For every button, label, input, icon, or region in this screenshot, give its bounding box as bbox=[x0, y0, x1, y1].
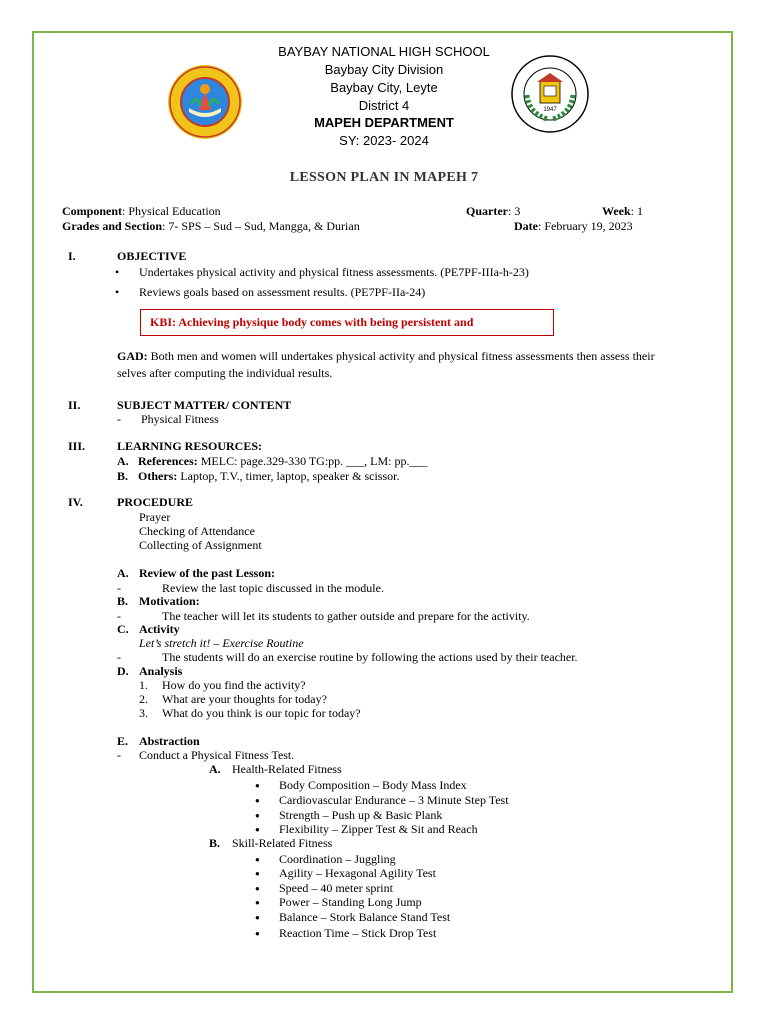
week-line: Week: 1 bbox=[602, 204, 644, 218]
motivation-heading: Motivation: bbox=[139, 594, 200, 608]
resources-heading: LEARNING RESOURCES: bbox=[117, 439, 263, 453]
dash: - bbox=[117, 650, 121, 664]
list-item: ● Balance – Stork Balance Stand Test bbox=[279, 910, 450, 925]
dash: - bbox=[117, 581, 121, 595]
dash: - bbox=[117, 412, 121, 426]
analysis-heading: Analysis bbox=[139, 664, 183, 678]
list-number: 2. bbox=[139, 692, 148, 706]
list-item: ● Power – Standing Long Jump bbox=[279, 895, 422, 910]
abstraction-text: Conduct a Physical Fitness Test. bbox=[139, 748, 295, 762]
list-item: ● Coordination – Juggling bbox=[279, 852, 396, 867]
activity-heading: Activity bbox=[139, 622, 180, 636]
prelim-item: Prayer bbox=[139, 510, 171, 524]
date-line: Date: February 19, 2023 bbox=[514, 219, 633, 233]
section-number: II. bbox=[68, 398, 81, 412]
list-item: ● Cardiovascular Endurance – 3 Minute Step Test bbox=[279, 793, 509, 808]
svg-text:1947: 1947 bbox=[543, 107, 557, 113]
list-number: 1. bbox=[139, 678, 148, 692]
item-letter: C. bbox=[117, 622, 129, 636]
section-number: IV. bbox=[68, 495, 83, 509]
item-letter: A. bbox=[117, 454, 129, 468]
item-letter: B. bbox=[117, 594, 129, 608]
item-letter: A. bbox=[209, 762, 221, 776]
prelim-item: Checking of Attendance bbox=[139, 524, 255, 538]
section-number: I. bbox=[68, 249, 76, 263]
list-item: • Undertakes physical activity and physical fitness assessments. (PE7PF-IIIa-h-23) bbox=[139, 265, 529, 280]
gad-line-2: selves after computing the individual results. bbox=[117, 366, 333, 380]
school-year: SY: 2023- 2024 bbox=[339, 133, 429, 148]
list-item: How do you find the activity? bbox=[162, 678, 306, 692]
item-letter: A. bbox=[117, 566, 129, 580]
health-heading: Health-Related Fitness bbox=[232, 762, 342, 776]
activity-text: The students will do an exercise routine by following the actions used by their teacher. bbox=[162, 650, 578, 664]
district-name: District 4 bbox=[358, 98, 410, 113]
gad-line-1: GAD: Both men and women will undertakes physical activity and physical fitness assessments then assess their bbox=[117, 349, 655, 363]
item-letter: B. bbox=[117, 469, 129, 483]
prelim-item: Collecting of Assignment bbox=[139, 538, 262, 552]
list-number: 3. bbox=[139, 706, 148, 720]
motivation-text: The teacher will let its students to gather outside and prepare for the activity. bbox=[162, 609, 530, 623]
abstraction-heading: Abstraction bbox=[139, 734, 200, 748]
quarter-line: Quarter: 3 bbox=[466, 204, 521, 218]
item-letter: D. bbox=[117, 664, 129, 678]
dash: - bbox=[117, 609, 121, 623]
skill-heading: Skill-Related Fitness bbox=[232, 836, 333, 850]
list-item: ● Body Composition – Body Mass Index bbox=[279, 778, 467, 793]
dash: - bbox=[117, 748, 121, 762]
review-heading: Review of the past Lesson: bbox=[139, 566, 275, 580]
list-item: ● Speed – 40 meter sprint bbox=[279, 881, 393, 896]
page-title: LESSON PLAN IN MAPEH 7 bbox=[289, 170, 479, 185]
subject-item: Physical Fitness bbox=[141, 412, 219, 426]
list-item: ● Flexibility – Zipper Test & Sit and Reach bbox=[279, 822, 478, 837]
section-number: III. bbox=[68, 439, 86, 453]
list-item: ● Strength – Push up & Basic Plank bbox=[279, 808, 442, 823]
references-line: References: MELC: page.329-330 TG:pp. ___, LM: pp.___ bbox=[138, 454, 428, 468]
list-item: What are your thoughts for today? bbox=[162, 692, 327, 706]
grades-line: Grades and Section: 7- SPS – Sud – Sud, Mangga, & Durian bbox=[62, 219, 360, 233]
division-name: Baybay City Division bbox=[324, 62, 444, 77]
subject-heading: SUBJECT MATTER/ CONTENT bbox=[117, 398, 292, 412]
others-line: Others: Laptop, T.V., timer, laptop, speaker & scissor. bbox=[138, 469, 400, 483]
procedure-heading: PROCEDURE bbox=[117, 495, 194, 509]
list-item: What do you think is our topic for today? bbox=[162, 706, 361, 720]
list-item: • Reviews goals based on assessment results. (PE7PF-IIa-24) bbox=[139, 285, 425, 300]
kbi-box: KBI: Achieving physique body comes with being persistent and bbox=[140, 309, 554, 336]
component-line: Component: Physical Education bbox=[62, 204, 221, 218]
list-item: ● Agility – Hexagonal Agility Test bbox=[279, 866, 436, 881]
department-name: MAPEH DEPARTMENT bbox=[314, 115, 454, 130]
school-name: BAYBAY NATIONAL HIGH SCHOOL bbox=[278, 44, 490, 59]
item-letter: E. bbox=[117, 734, 129, 748]
activity-subtitle: Let’s stretch it! – Exercise Routine bbox=[139, 636, 304, 650]
objective-heading: OBJECTIVE bbox=[117, 249, 187, 263]
city-name: Baybay City, Leyte bbox=[330, 80, 438, 95]
item-letter: B. bbox=[209, 836, 221, 850]
review-text: Review the last topic discussed in the module. bbox=[162, 581, 384, 595]
list-item: ● Reaction Time – Stick Drop Test bbox=[279, 926, 436, 941]
